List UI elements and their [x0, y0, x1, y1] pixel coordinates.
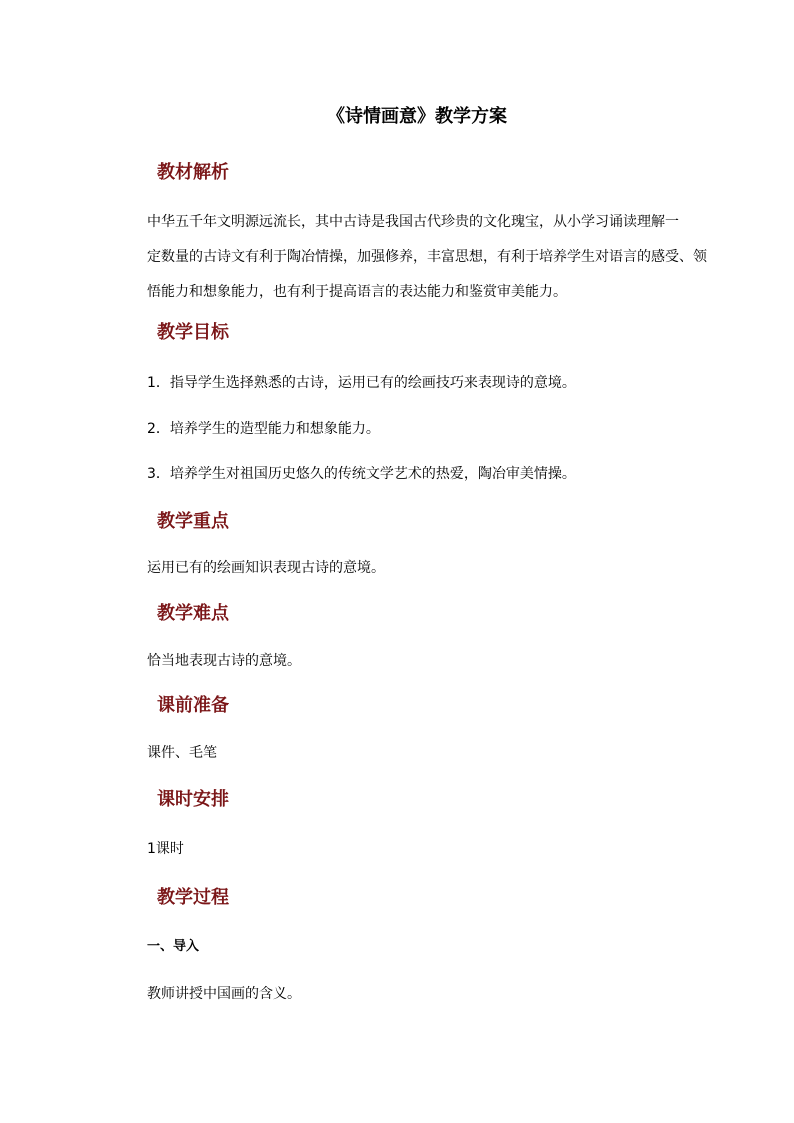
- schedule-text: 1课时: [147, 841, 184, 857]
- goal-item-1: 1．指导学生选择熟悉的古诗，运用已有的绘画技巧来表现诗的意境。: [147, 375, 576, 391]
- process-step-1-title: 一、导入: [147, 939, 200, 954]
- analysis-line-3: 悟能力和想象能力，也有利于提高语言的表达能力和鉴赏审美能力。: [147, 284, 567, 300]
- section-heading-key-points: 教学重点: [157, 511, 229, 532]
- section-heading-analysis: 教材解析: [157, 162, 229, 183]
- key-points-text: 运用已有的绘画知识表现古诗的意境。: [147, 560, 385, 576]
- section-heading-preparation: 课前准备: [157, 695, 229, 716]
- section-heading-goals: 教学目标: [157, 322, 229, 343]
- document-title: 《诗情画意》教学方案: [327, 106, 507, 127]
- section-heading-difficulties: 教学难点: [157, 603, 229, 624]
- preparation-text: 课件、毛笔: [147, 745, 217, 761]
- goal-item-3: 3．培养学生对祖国历史悠久的传统文学艺术的热爱，陶冶审美情操。: [147, 466, 576, 482]
- goal-item-2: 2．培养学生的造型能力和想象能力。: [147, 421, 380, 437]
- section-heading-schedule: 课时安排: [157, 789, 229, 810]
- difficulties-text: 恰当地表现古诗的意境。: [147, 653, 301, 669]
- section-heading-process: 教学过程: [157, 887, 229, 908]
- analysis-line-1: 中华五千年文明源远流长，其中古诗是我国古代珍贵的文化瑰宝，从小学习诵读理解一: [147, 214, 679, 230]
- process-step-1-text: 教师讲授中国画的含义。: [147, 986, 301, 1002]
- analysis-paragraph: [147, 205, 707, 310]
- analysis-line-2: 定数量的古诗文有利于陶冶情操，加强修养，丰富思想，有利于培养学生对语言的感受、领: [147, 249, 707, 265]
